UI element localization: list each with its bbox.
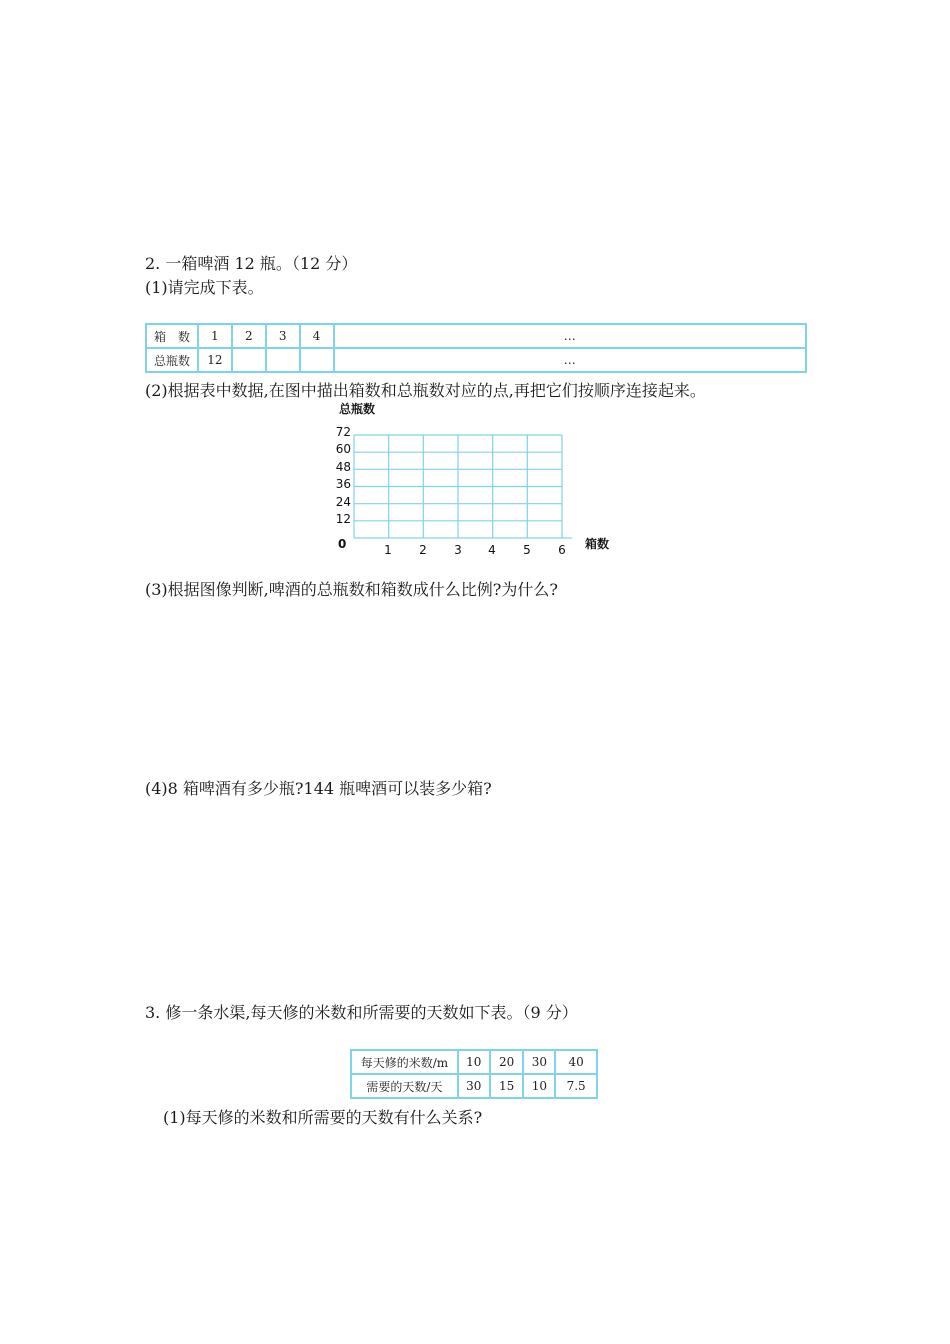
q3-table-cell: 10 (458, 1050, 490, 1074)
q2-table-cell-ellipsis: … (334, 348, 806, 372)
q2-part4-prompt: (4)8 箱啤酒有多少瓶?144 瓶啤酒可以装多少箱? (145, 779, 492, 798)
graph-xticks (384, 543, 566, 557)
graph-xtick: 6 (558, 543, 566, 557)
q2-table-cell: 12 (198, 348, 232, 372)
q3-table-cell: 10 (523, 1074, 555, 1098)
graph-xtick: 3 (454, 543, 462, 557)
q2-table-cell-ellipsis: … (334, 324, 806, 348)
q2-table-cell: 1 (198, 324, 232, 348)
q2-table-cell-blank[interactable] (266, 348, 300, 372)
q3-table-cell: 30 (458, 1074, 490, 1098)
graph-origin-label: 0 (338, 537, 347, 551)
graph-yticks (336, 425, 351, 526)
q3-table-header-meters: 每天修的米数/m (351, 1050, 458, 1074)
q2-table (145, 323, 807, 373)
graph-grid (354, 435, 572, 538)
q2-table-header-bottles: 总瓶数 (146, 348, 198, 372)
graph-xtick: 1 (384, 543, 392, 557)
q3-table-cell: 20 (490, 1050, 524, 1074)
q2-part1-prompt: (1)请完成下表。 (145, 278, 264, 297)
q2-table-cell-blank[interactable] (232, 348, 266, 372)
q2-part2-prompt: (2)根据表中数据,在图中描出箱数和总瓶数对应的点,再把它们按顺序连接起来。 (145, 381, 706, 400)
q2-table-cell: 4 (300, 324, 334, 348)
q3-part1-prompt: (1)每天修的米数和所需要的天数有什么关系? (163, 1108, 483, 1127)
graph-ytick: 24 (335, 495, 351, 509)
graph-ytick: 36 (335, 477, 351, 491)
q3-table (350, 1049, 598, 1099)
q2-graph[interactable] (330, 398, 630, 558)
q3-table-row-days (351, 1074, 597, 1098)
q3-table-cell: 15 (490, 1074, 524, 1098)
q2-table-cell: 2 (232, 324, 266, 348)
q2-part3-prompt: (3)根据图像判断,啤酒的总瓶数和箱数成什么比例?为什么? (145, 580, 558, 599)
q2-title: 2. 一箱啤酒 12 瓶。（12 分） (145, 254, 358, 273)
q2-table-row-boxes (146, 324, 806, 348)
graph-ytick: 12 (335, 512, 351, 526)
q3-table-row-meters (351, 1050, 597, 1074)
q2-table-cell: 3 (266, 324, 300, 348)
graph-xtick: 2 (419, 543, 427, 557)
q3-table-cell: 30 (523, 1050, 555, 1074)
graph-xtick: 4 (488, 543, 496, 557)
q2-table-row-bottles (146, 348, 806, 372)
q2-table-header-boxes: 箱 数 (146, 324, 198, 348)
graph-ytick: 60 (335, 442, 351, 456)
q3-table-header-days: 需要的天数/天 (351, 1074, 458, 1098)
q3-title: 3. 修一条水渠,每天修的米数和所需要的天数如下表。（9 分） (145, 1003, 578, 1022)
graph-xlabel: 箱数 (585, 537, 610, 551)
graph-ytick: 48 (335, 460, 351, 474)
q2-table-cell-blank[interactable] (300, 348, 334, 372)
graph-ylabel: 总瓶数 (339, 402, 376, 416)
graph-xtick: 5 (523, 543, 531, 557)
q3-table-cell: 7.5 (555, 1074, 597, 1098)
graph-ytick: 72 (335, 425, 351, 439)
q3-table-cell: 40 (555, 1050, 597, 1074)
